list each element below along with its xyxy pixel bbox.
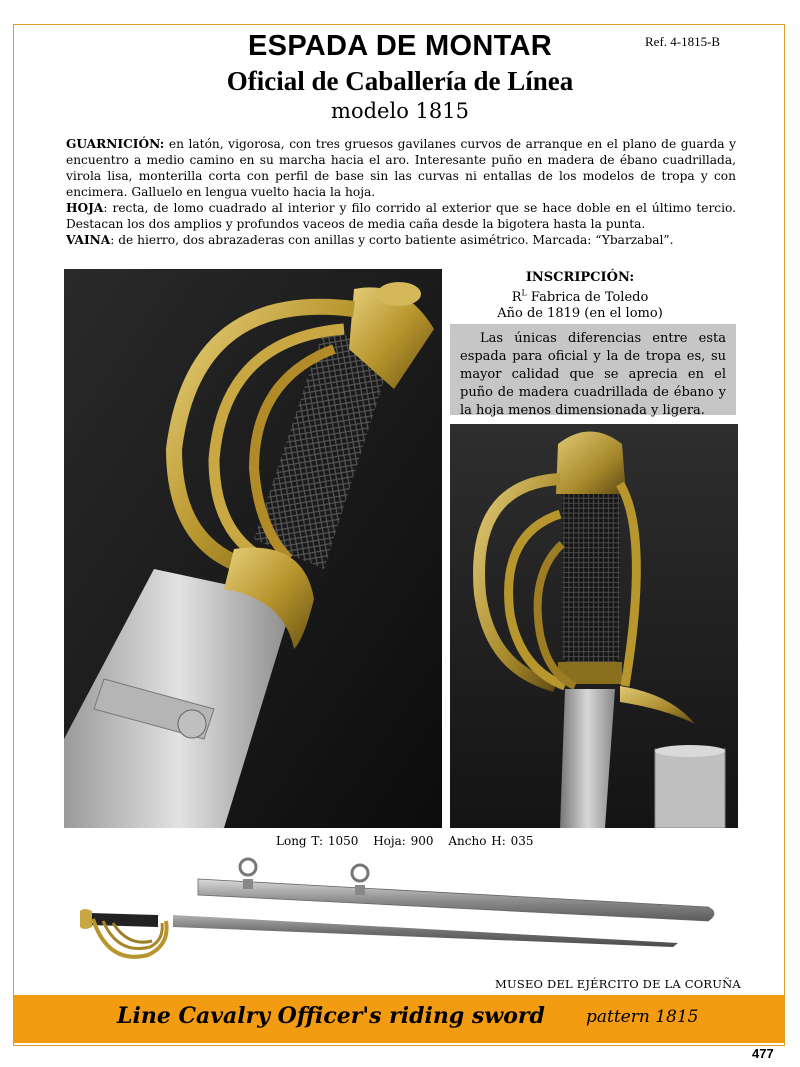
inscription-line1: $R^L$ Fabrica de Toledo: [511, 289, 649, 306]
museum-credit: MUSEO DEL EJÉRCITO DE LA CORUÑA: [495, 977, 741, 991]
dimension-length: Long T: 1050: [276, 834, 359, 848]
vaina-label: VAINA: [66, 233, 111, 247]
hoja-label: HOJA: [66, 201, 104, 215]
differences-note: Las únicas diferencias entre esta espada para oficial y la de tropa es, su mayor calidad que se aprecia en el puño de madera cuadrillada de ébano y la hoja menos dimensionada y ligera.: [450, 324, 736, 415]
page-number: 477: [752, 1046, 774, 1061]
full-sword-illustration: [78, 855, 728, 975]
english-title-banner: [14, 995, 784, 1043]
dimensions-line: [276, 834, 543, 848]
hilt-closeup-illustration: [64, 269, 442, 828]
inscription-line2: Año de 1819 (en el lomo): [497, 306, 663, 322]
guarnicion-text: en latón, vigorosa, con tres gruesos gavilanes curvos de arranque en el plano de guarda y encuentro a medio camino en su marcha hacia el aro. Interesante puño en madera de ébano cuadrillada, virola lisa, monterilla corta con perfil de base sin las curvas ni entallas de los modelos de tropa y con encimera. Galluelo en lengua vuelto hacia la hoja.: [66, 137, 736, 199]
hilt-side-photo: [450, 424, 738, 828]
inscription-block: [470, 270, 690, 322]
dimension-width: Ancho H: 035: [448, 834, 534, 848]
english-title: Line Cavalry Officer's riding sword: [117, 1003, 545, 1029]
hoja-text: : recta, de lomo cuadrado al interior y filo corrido al exterior que se hace doble en el último tercio. Destacan los dos amplios y profundos vaceos de media caña desde la bigotera hasta la punta.: [66, 201, 736, 231]
vaina-paragraph: [66, 232, 736, 248]
hoja-paragraph: [66, 200, 736, 232]
hilt-side-illustration: [450, 424, 738, 828]
dimension-blade: Hoja: 900: [373, 834, 434, 848]
reference-code: Ref. 4-1815-B: [645, 34, 721, 49]
model-label: modelo 1815: [331, 99, 469, 123]
full-sword-photo: [78, 855, 728, 975]
hilt-closeup-photo: [64, 269, 442, 828]
pattern-label: pattern 1815: [586, 1007, 699, 1027]
guarnicion-label: GUARNICIÓN:: [66, 137, 165, 151]
inscription-heading: INSCRIPCIÓN:: [525, 270, 635, 285]
description-block: [66, 136, 736, 248]
vaina-text: : de hierro, dos abrazaderas con anillas y corto batiente asimétrico. Marcada: “Ybarzabal”.: [110, 233, 674, 247]
page-subtitle: Oficial de Caballería de Línea: [226, 66, 574, 96]
guarnicion-paragraph: [66, 136, 736, 200]
page-title: ESPADA DE MONTAR: [248, 30, 552, 62]
